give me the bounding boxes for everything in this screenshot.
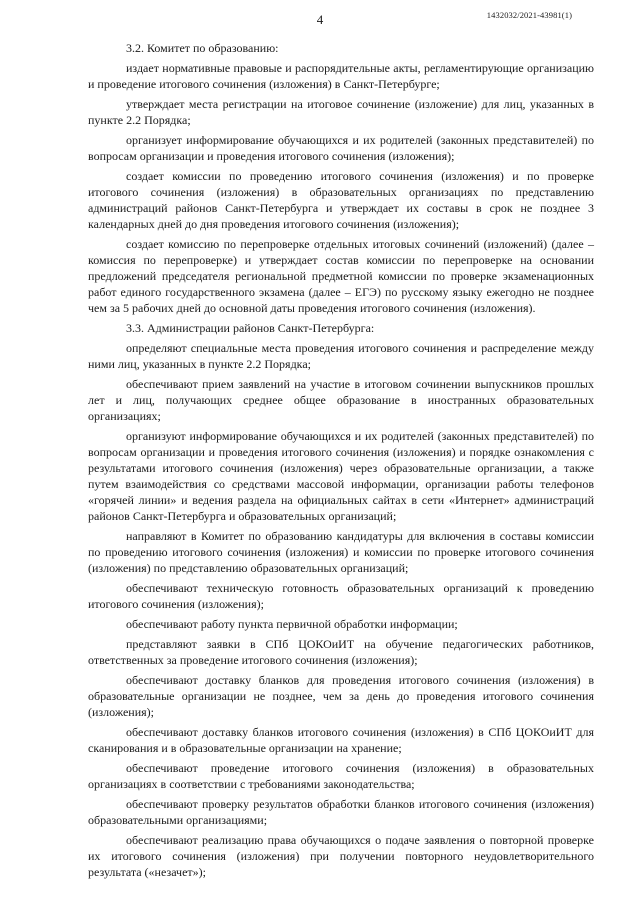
paragraph: создает комиссии по проведению итогового сочинения (изложения) и по проверке итогового сочинения (изложения) в образовательных организациях по представлению администраций районов Санкт-Петербурга и утверждает их составы в срок не позднее 3 календарных дней до дня проведения итогового сочинения (изложения);: [88, 169, 594, 231]
paragraph: организуют информирование обучающихся и их родителей (законных представителей) по вопросам организации и проведения итогового сочинения (изложения) и порядке ознакомления с результатами итогового сочинения (изложения) через образовательные организации, а также путем взаимодействия со средствами массовой информации, организации работы телефонов «горячей линии» и ведения раздела на официальных сайтах в сети «Интернет» администраций районов Санкт-Петербурга и образовательных организаций;: [88, 429, 594, 523]
page-number: 4: [316, 12, 324, 27]
paragraph: направляют в Комитет по образованию кандидатуры для включения в составы комиссии по проведению итогового сочинения (изложения) и комиссии по проверке итогового сочинения (изложения) по представлению образовательных организаций;: [88, 529, 594, 575]
paragraph: издает нормативные правовые и распорядительные акты, регламентирующие организацию и проведение итогового сочинения (изложения) в Санкт-Петербурге;: [88, 61, 594, 91]
paragraph: обеспечивают доставку бланков итогового сочинения (изложения) в СПб ЦОКОиИТ для сканирования и в образовательные организации на хранение;: [88, 725, 594, 755]
paragraph: создает комиссию по перепроверке отдельных итоговых сочинений (изложений) (далее – комиссия по перепроверке) и утверждает состав комиссии по перепроверке на основании предложений председателя региональной предметной комиссии по проверке экзаменационных работ единого государственного экзамена (далее – ЕГЭ) по русскому языку ежегодно не позднее чем за 5 рабочих дней до основной даты проведения итогового сочинения (изложения).: [88, 237, 594, 315]
paragraph: обеспечивают реализацию права обучающихся о подаче заявления о повторной проверке их итогового сочинения (изложения) при получении повторного неудовлетворительного результата («незачет»);: [88, 833, 594, 879]
document-id: 1432032/2021-43981(1): [486, 10, 572, 20]
paragraph: обеспечивают доставку бланков для проведения итогового сочинения (изложения) в образовательные организации не позднее, чем за день до проведения итогового сочинения (изложения);: [88, 673, 594, 719]
paragraph: обеспечивают прием заявлений на участие в итоговом сочинении выпускников прошлых лет и лиц, получающих среднее общее образование в иностранных образовательных организациях;: [88, 377, 594, 423]
paragraph: определяют специальные места проведения итогового сочинения и распределение между ними лиц, указанных в пункте 2.2 Порядка;: [88, 341, 594, 371]
paragraph: организует информирование обучающихся и их родителей (законных представителей) по вопросам организации и проведения итогового сочинения (изложения);: [88, 133, 594, 163]
paragraph: обеспечивают работу пункта первичной обработки информации;: [126, 617, 458, 631]
paragraph: обеспечивают проверку результатов обработки бланков итогового сочинения (изложения) образовательными организациями;: [88, 797, 594, 827]
section-heading-3-3: 3.3. Администрации районов Санкт-Петербурга:: [126, 321, 375, 335]
section-heading-3-2: 3.2. Комитет по образованию:: [126, 41, 279, 55]
paragraph: обеспечивают проведение итогового сочинения (изложения) в образовательных организациях в соответствии с требованиями законодательства;: [88, 761, 594, 791]
document-body: [88, 40, 594, 880]
paragraph: представляют заявки в СПб ЦОКОиИТ на обучение педагогических работников, ответственных за проведение итогового сочинения (изложения);: [88, 637, 594, 667]
paragraph: обеспечивают техническую готовность образовательных организаций к проведению итогового сочинения (изложения);: [88, 581, 594, 611]
paragraph: утверждает места регистрации на итоговое сочинение (изложение) для лиц, указанных в пункте 2.2 Порядка;: [88, 97, 594, 127]
